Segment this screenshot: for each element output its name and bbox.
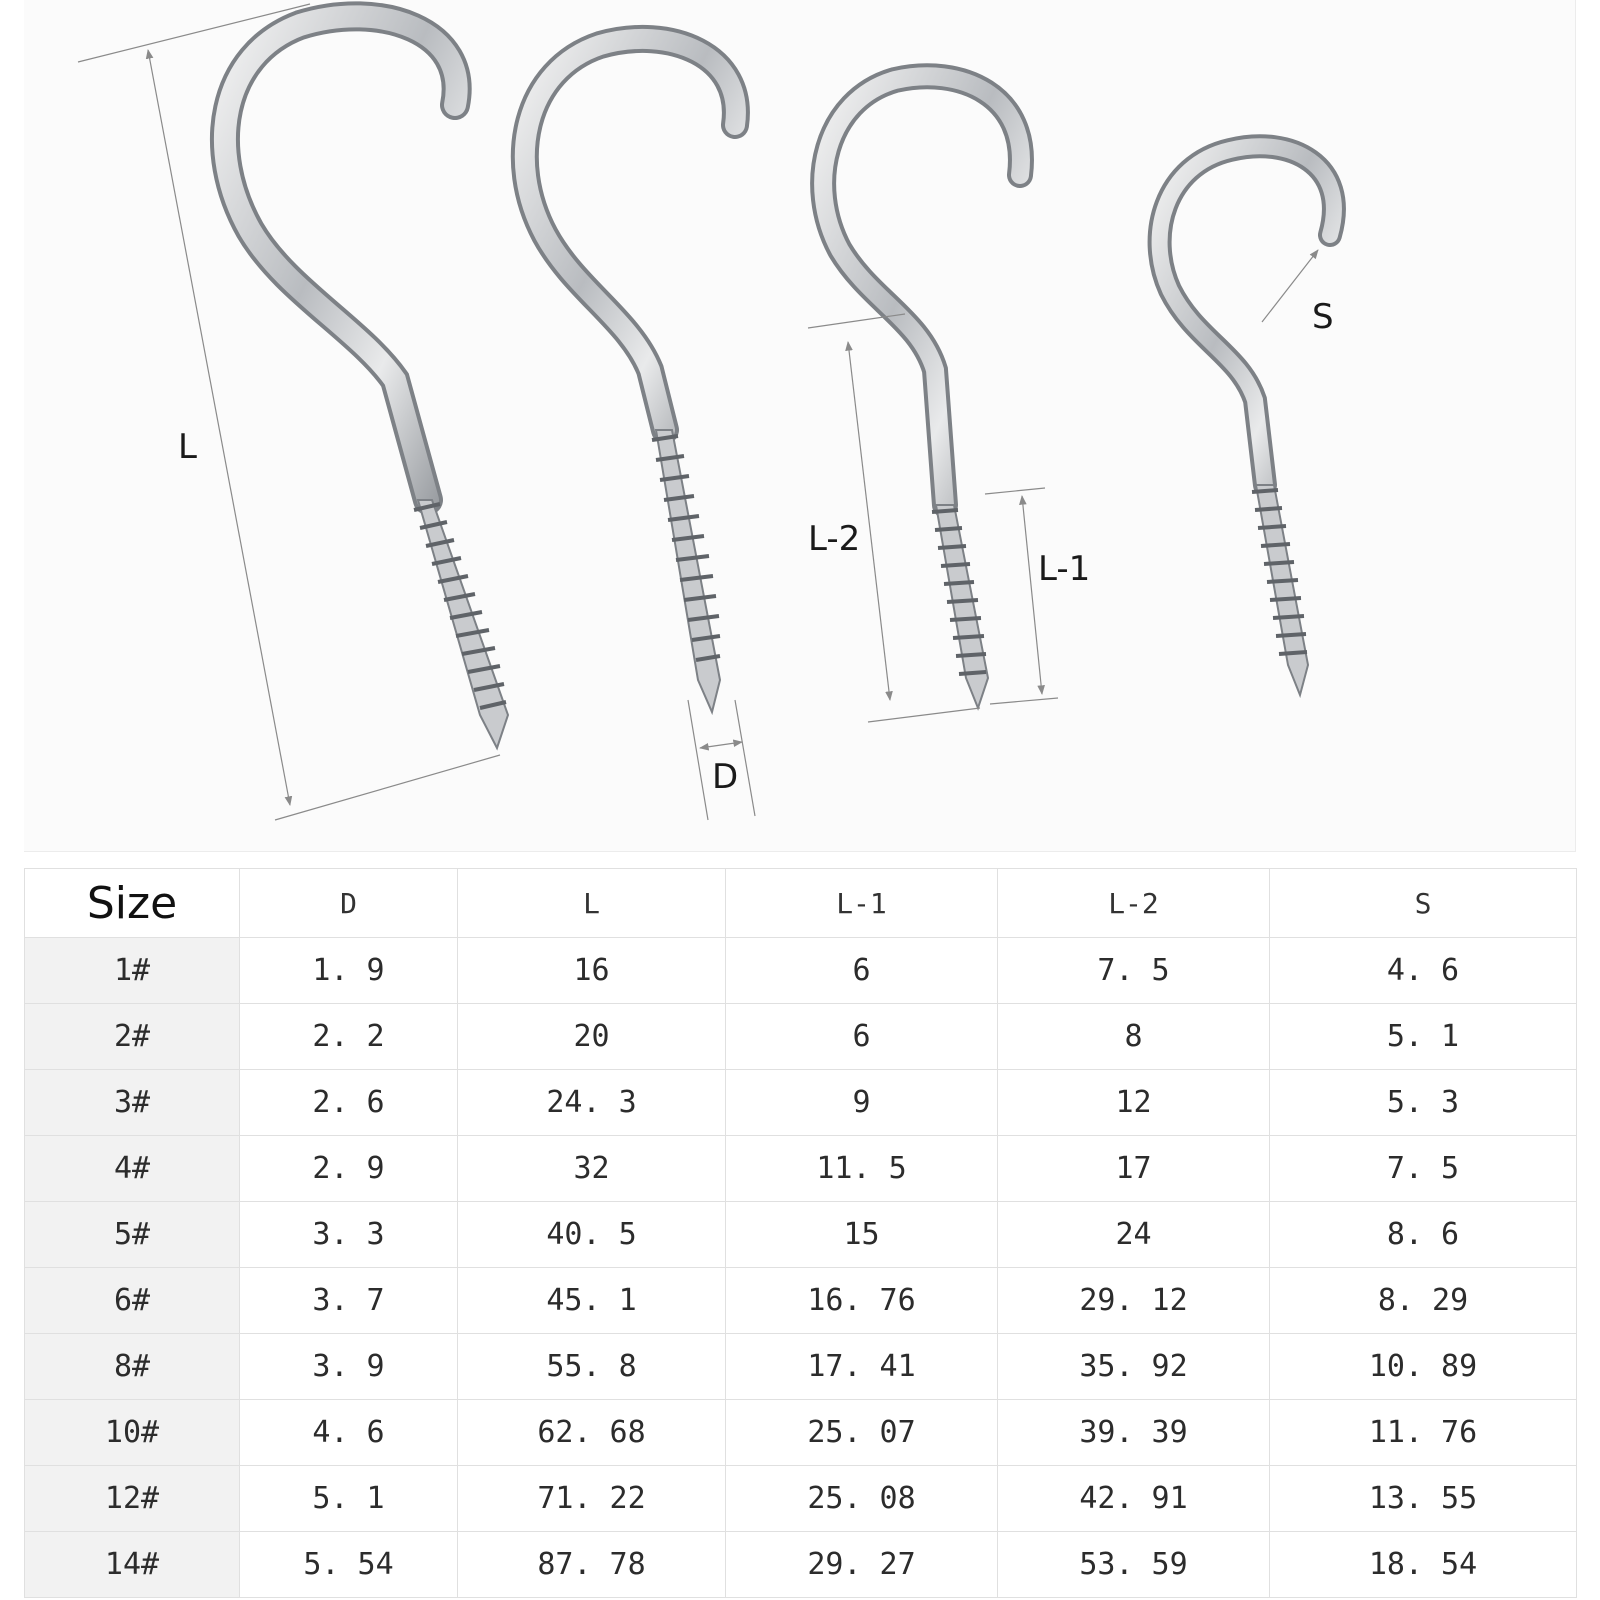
header-d: D	[240, 869, 458, 938]
cell-l: 55. 8	[458, 1334, 726, 1400]
dimension-d	[688, 700, 755, 820]
hook-1	[225, 16, 508, 748]
table-header-row	[25, 869, 1577, 938]
header-s: S	[1270, 869, 1577, 938]
dimension-l	[78, 4, 500, 820]
cell-s: 8. 6	[1270, 1202, 1577, 1268]
cell-l2: 42. 91	[998, 1466, 1270, 1532]
thread-2	[652, 430, 720, 712]
cell-s: 13. 55	[1270, 1466, 1577, 1532]
table-row	[25, 938, 1577, 1004]
label-s: S	[1312, 297, 1334, 337]
size-spec-table	[24, 868, 1577, 1598]
cell-d: 5. 54	[240, 1532, 458, 1598]
table-row	[25, 1070, 1577, 1136]
cell-s: 5. 1	[1270, 1004, 1577, 1070]
cell-size: 12#	[25, 1466, 240, 1532]
table-row	[25, 1400, 1577, 1466]
thread-1	[414, 500, 508, 748]
cell-l1: 11. 5	[726, 1136, 998, 1202]
cell-size: 8#	[25, 1334, 240, 1400]
label-l: L	[178, 427, 197, 467]
cell-l: 71. 22	[458, 1466, 726, 1532]
cell-l2: 7. 5	[998, 938, 1270, 1004]
table-row	[25, 1466, 1577, 1532]
cell-l1: 6	[726, 938, 998, 1004]
cell-s: 7. 5	[1270, 1136, 1577, 1202]
header-l1: L-1	[726, 869, 998, 938]
cell-d: 3. 7	[240, 1268, 458, 1334]
cell-d: 5. 1	[240, 1466, 458, 1532]
cell-l2: 29. 12	[998, 1268, 1270, 1334]
header-size: Size	[25, 869, 240, 938]
thread-3	[932, 505, 988, 708]
cell-l1: 9	[726, 1070, 998, 1136]
cell-l: 16	[458, 938, 726, 1004]
cell-size: 10#	[25, 1400, 240, 1466]
cell-l2: 35. 92	[998, 1334, 1270, 1400]
cell-l2: 39. 39	[998, 1400, 1270, 1466]
cell-l1: 25. 07	[726, 1400, 998, 1466]
cell-l: 87. 78	[458, 1532, 726, 1598]
cell-l1: 29. 27	[726, 1532, 998, 1598]
table-row	[25, 1136, 1577, 1202]
cell-size: 2#	[25, 1004, 240, 1070]
cell-l1: 17. 41	[726, 1334, 998, 1400]
table-row	[25, 1268, 1577, 1334]
cell-l2: 53. 59	[998, 1532, 1270, 1598]
label-l1: L-1	[1038, 549, 1091, 589]
cell-l2: 8	[998, 1004, 1270, 1070]
thread-4	[1252, 485, 1308, 695]
cell-s: 4. 6	[1270, 938, 1577, 1004]
cell-size: 6#	[25, 1268, 240, 1334]
hook-3	[823, 76, 1021, 708]
cell-size: 14#	[25, 1532, 240, 1598]
table-row	[25, 1532, 1577, 1598]
header-l: L	[458, 869, 726, 938]
table-row	[25, 1202, 1577, 1268]
cell-l2: 12	[998, 1070, 1270, 1136]
cell-s: 18. 54	[1270, 1532, 1577, 1598]
cell-l: 20	[458, 1004, 726, 1070]
cell-l: 62. 68	[458, 1400, 726, 1466]
dimension-l1	[985, 488, 1090, 704]
cell-size: 5#	[25, 1202, 240, 1268]
table-row	[25, 1004, 1577, 1070]
hook-4	[1160, 146, 1334, 695]
cell-d: 3. 9	[240, 1334, 458, 1400]
cell-l: 32	[458, 1136, 726, 1202]
label-d: D	[712, 757, 739, 797]
cell-l1: 15	[726, 1202, 998, 1268]
table-row	[25, 1334, 1577, 1400]
cell-d: 2. 2	[240, 1004, 458, 1070]
cell-l: 40. 5	[458, 1202, 726, 1268]
cell-l2: 24	[998, 1202, 1270, 1268]
header-l2: L-2	[998, 869, 1270, 938]
cell-s: 5. 3	[1270, 1070, 1577, 1136]
cell-size: 4#	[25, 1136, 240, 1202]
cell-d: 1. 9	[240, 938, 458, 1004]
hook-2	[525, 39, 736, 712]
cell-s: 11. 76	[1270, 1400, 1577, 1466]
cell-s: 8. 29	[1270, 1268, 1577, 1334]
cell-s: 10. 89	[1270, 1334, 1577, 1400]
cell-l: 45. 1	[458, 1268, 726, 1334]
cell-l1: 6	[726, 1004, 998, 1070]
cell-l1: 25. 08	[726, 1466, 998, 1532]
cell-d: 4. 6	[240, 1400, 458, 1466]
dimension-s	[1262, 250, 1334, 337]
cell-d: 2. 9	[240, 1136, 458, 1202]
cell-d: 2. 6	[240, 1070, 458, 1136]
cell-size: 1#	[25, 938, 240, 1004]
cell-l1: 16. 76	[726, 1268, 998, 1334]
cell-l2: 17	[998, 1136, 1270, 1202]
label-l2: L-2	[808, 519, 861, 559]
cell-size: 3#	[25, 1070, 240, 1136]
table-body	[25, 938, 1577, 1598]
cell-d: 3. 3	[240, 1202, 458, 1268]
cell-l: 24. 3	[458, 1070, 726, 1136]
